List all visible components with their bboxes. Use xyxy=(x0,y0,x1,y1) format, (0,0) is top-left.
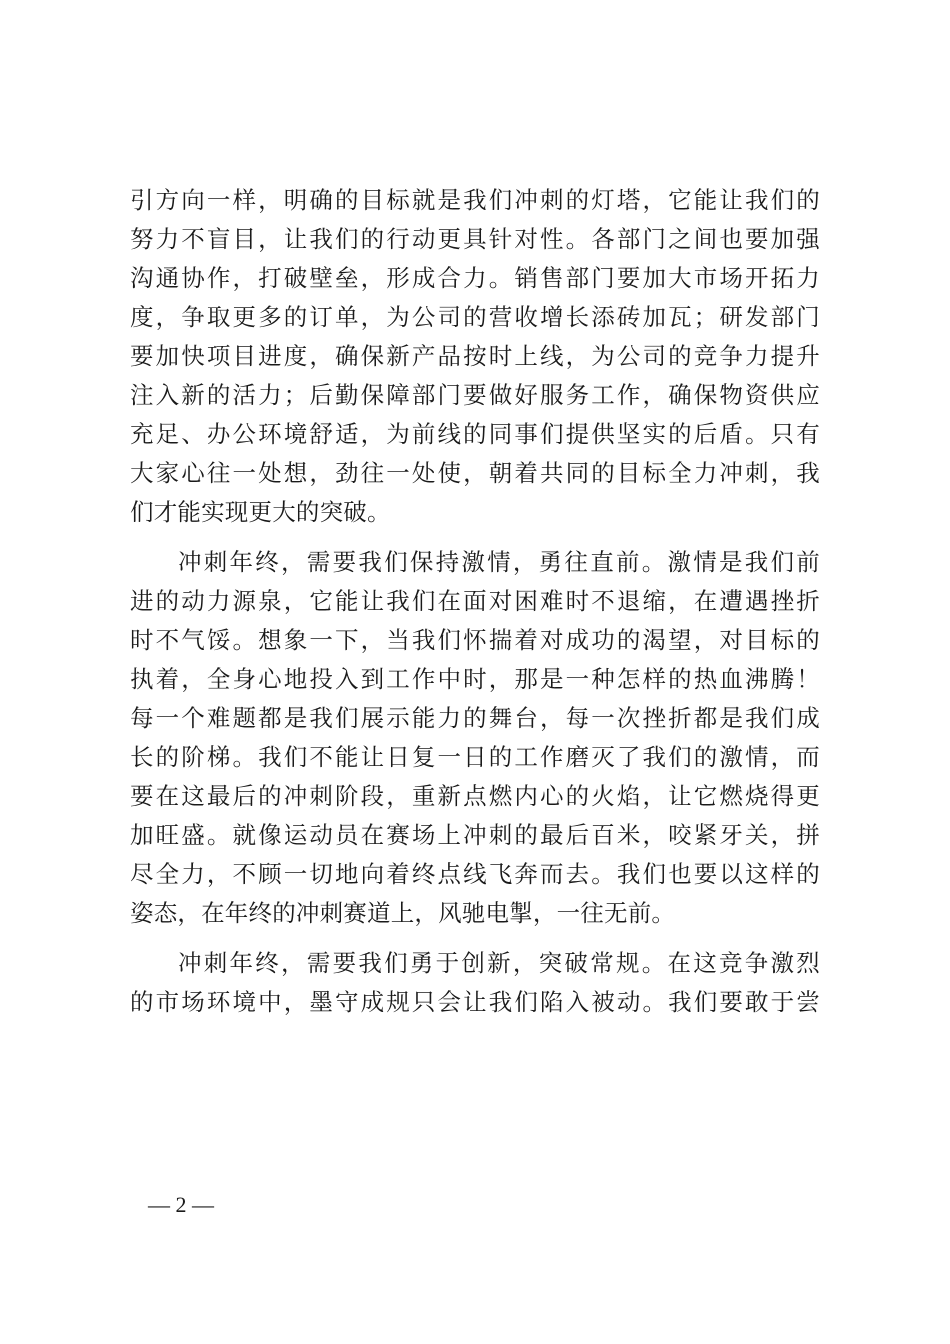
text-line: 们才能实现更大的突破。 xyxy=(130,498,391,526)
text-line: 注入新的活力；后勤保障部门要做好服务工作，确保物资供应 xyxy=(130,381,820,409)
body-text xyxy=(130,181,820,1022)
text-line: 大家心往一处想，劲往一处使，朝着共同的目标全力冲刺，我 xyxy=(130,459,820,487)
text-line: 度，争取更多的订单，为公司的营收增长添砖加瓦；研发部门 xyxy=(130,303,820,331)
text-line: 要在这最后的冲刺阶段，重新点燃内心的火焰，让它燃烧得更 xyxy=(130,782,820,810)
paragraph-gap xyxy=(130,933,820,944)
text-line: 尽全力，不顾一切地向着终点线飞奔而去。我们也要以这样的 xyxy=(130,860,820,888)
paragraph-3 xyxy=(130,944,820,1022)
text-line: 加旺盛。就像运动员在赛场上冲刺的最后百米，咬紧牙关，拼 xyxy=(130,821,820,849)
paragraph-gap xyxy=(130,532,820,543)
text-line: 努力不盲目，让我们的行动更具针对性。各部门之间也要加强 xyxy=(130,225,820,253)
text-line: 沟通协作，打破壁垒，形成合力。销售部门要加大市场开拓力 xyxy=(130,264,820,292)
text-line: 的市场环境中，墨守成规只会让我们陷入被动。我们要敢于尝 xyxy=(130,988,820,1016)
text-line: 引方向一样，明确的目标就是我们冲刺的灯塔，它能让我们的 xyxy=(130,186,820,214)
paragraph-2 xyxy=(130,543,820,933)
text-line: 每一个难题都是我们展示能力的舞台，每一次挫折都是我们成 xyxy=(130,704,820,732)
text-line: 充足、办公环境舒适，为前线的同事们提供坚实的后盾。只有 xyxy=(130,420,820,448)
text-line: 冲刺年终，需要我们勇于创新，突破常规。在这竞争激烈 xyxy=(178,949,820,977)
text-line: 冲刺年终，需要我们保持激情，勇往直前。激情是我们前 xyxy=(178,548,820,576)
text-line: 姿态，在年终的冲刺赛道上，风驰电掣，一往无前。 xyxy=(130,899,676,927)
text-line: 要加快项目进度，确保新产品按时上线，为公司的竞争力提升 xyxy=(130,342,820,370)
text-line: 长的阶梯。我们不能让日复一日的工作磨灭了我们的激情，而 xyxy=(130,743,820,771)
text-line: 时不气馁。想象一下，当我们怀揣着对成功的渴望，对目标的 xyxy=(130,626,820,654)
paragraph-1 xyxy=(130,181,820,532)
text-line: 执着，全身心地投入到工作中时，那是一种怎样的热血沸腾！ xyxy=(130,665,820,693)
page-number: — 2 — xyxy=(148,1192,214,1217)
text-line: 进的动力源泉，它能让我们在面对困难时不退缩，在遭遇挫折 xyxy=(130,587,820,615)
